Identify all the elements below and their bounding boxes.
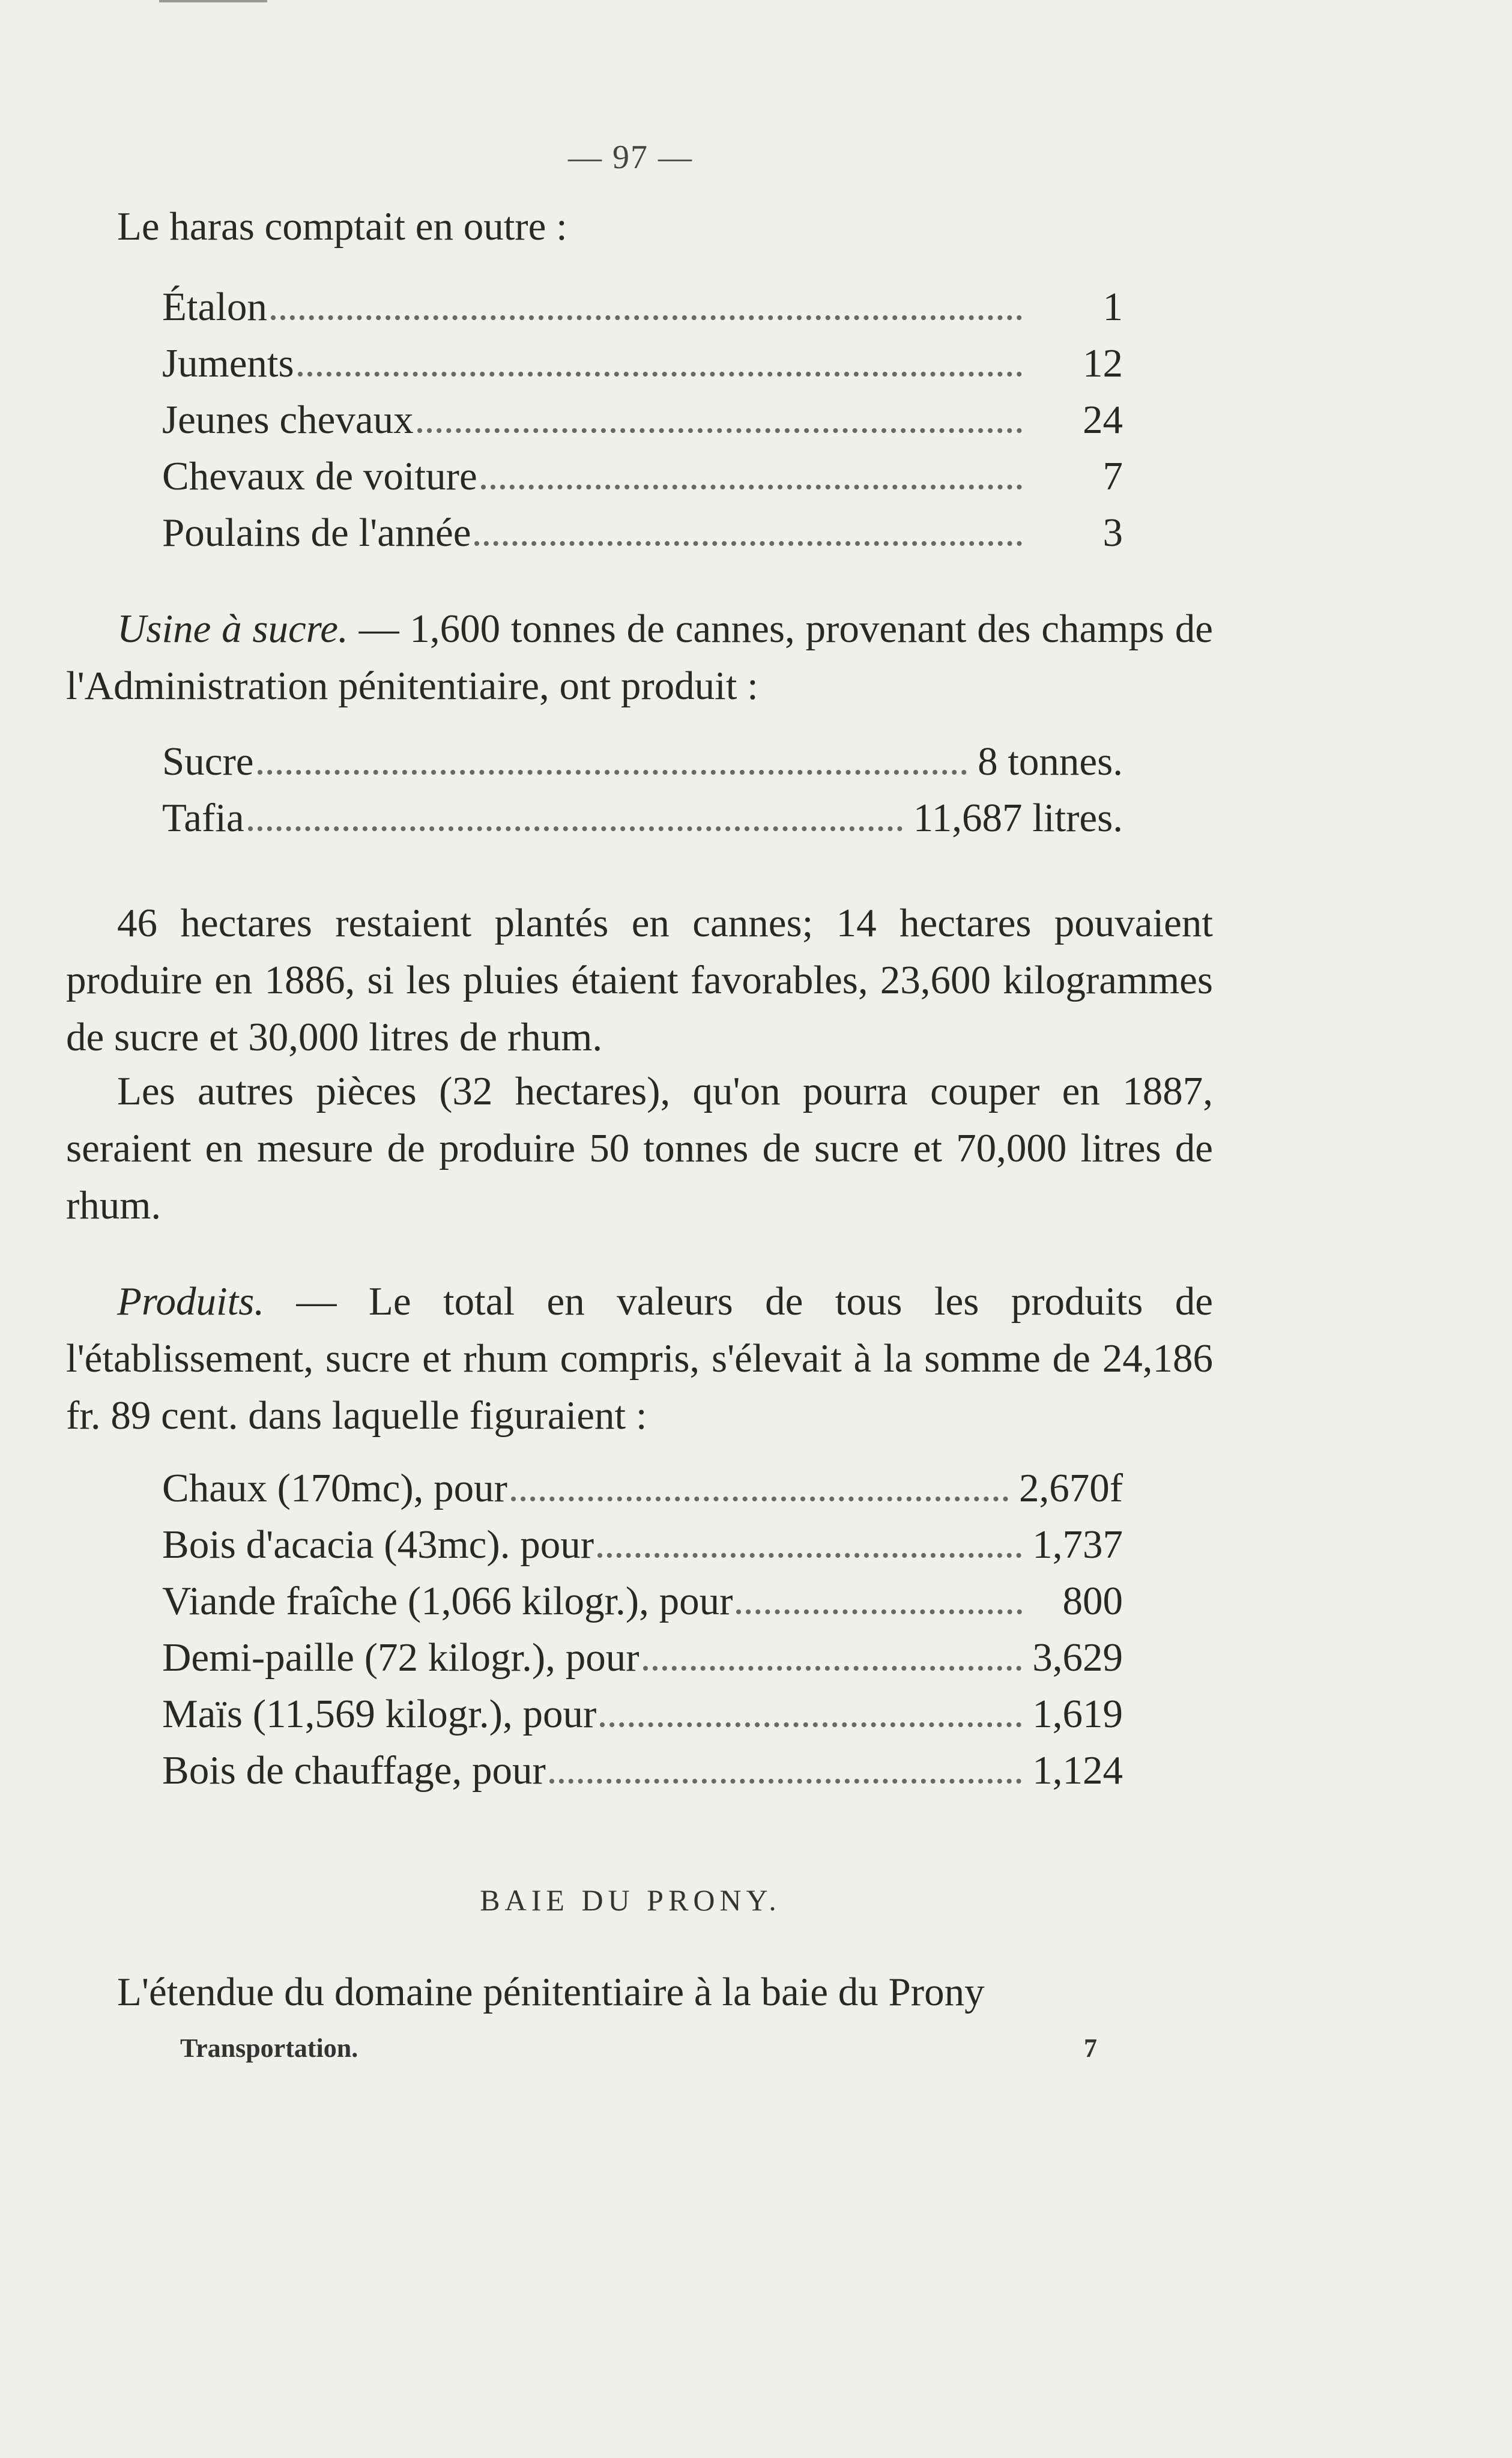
produits-list [162, 1465, 1123, 1804]
item-value: 1 [1102, 285, 1123, 329]
item-value: 24 [1083, 398, 1123, 442]
list-item [162, 453, 1123, 510]
produits-paragraph [66, 1273, 1213, 1444]
item-label: Bois d'acacia (43mc). pour [162, 1522, 594, 1567]
usine-lead: Usine à sucre. [117, 607, 348, 651]
item-value: 1,619 [1032, 1692, 1123, 1736]
footer-signature: Transportation. [180, 2033, 358, 2063]
item-value: 800 [1062, 1579, 1123, 1623]
closing-line: L'étendue du domaine pénitentiaire à la baie du Prony [117, 1970, 985, 2014]
item-label: Bois de chauffage, pour [162, 1748, 546, 1793]
dot-leader [643, 1666, 1022, 1671]
haras-list [162, 284, 1123, 566]
item-label: Étalon [162, 285, 267, 329]
item-label: Sucre [162, 739, 254, 784]
list-item [162, 397, 1123, 453]
item-value: 3 [1102, 510, 1123, 555]
item-value: 11,687 litres. [913, 796, 1123, 840]
item-value: 1,124 [1032, 1748, 1123, 1793]
list-item [162, 284, 1123, 341]
dot-leader [511, 1497, 1008, 1501]
item-label: Tafia [162, 796, 244, 840]
section-heading: BAIE DU PRONY. [480, 1883, 781, 1917]
dot-leader [474, 541, 1022, 546]
list-item [162, 1522, 1123, 1578]
list-item [162, 1465, 1123, 1522]
item-label: Juments [162, 341, 294, 386]
item-value: 7 [1102, 454, 1123, 498]
usine-text: — 1,600 tonnes de cannes, provenant des champs de l'Administration pénitentiaire, ont produit : [66, 607, 1213, 708]
top-rule [159, 0, 267, 2]
item-value: 3,629 [1032, 1635, 1123, 1680]
intro-line: Le haras comptait en outre : [117, 204, 567, 249]
usine-list [162, 739, 1123, 852]
item-value: 8 tonnes. [978, 739, 1123, 784]
dot-leader [736, 1609, 1022, 1614]
item-label: Chaux (170mc), pour [162, 1466, 507, 1510]
list-item [162, 1635, 1123, 1691]
dot-leader [298, 372, 1022, 377]
produits-text: — Le total en valeurs de tous les produits de l'établissement, sucre et rhum compris, s'élevait à la somme de 24,186 fr. 89 cent. dans laquelle figuraient : [66, 1279, 1213, 1438]
footer-sheet-number: 7 [1084, 2033, 1097, 2063]
dot-leader [417, 428, 1022, 433]
list-item [162, 1691, 1123, 1748]
item-value: 1,737 [1032, 1522, 1123, 1567]
dot-leader [271, 315, 1022, 320]
list-item [162, 1748, 1123, 1804]
item-label: Viande fraîche (1,066 kilogr.), pour [162, 1579, 733, 1623]
dot-leader [597, 1553, 1021, 1558]
item-value: 12 [1083, 341, 1123, 386]
list-item [162, 1578, 1123, 1635]
list-item [162, 795, 1123, 852]
produits-lead: Produits. [117, 1279, 265, 1324]
item-value: 2,670f [1018, 1466, 1123, 1510]
usine-paragraph [66, 601, 1213, 715]
dot-leader [549, 1779, 1021, 1784]
dot-leader [600, 1722, 1021, 1727]
dot-leader [258, 770, 967, 775]
item-label: Jeunes chevaux [162, 398, 414, 442]
list-item [162, 510, 1123, 566]
list-item [162, 739, 1123, 795]
item-label: Poulains de l'année [162, 510, 471, 555]
item-label: Chevaux de voiture [162, 454, 477, 498]
autres-paragraph: Les autres pièces (32 hectares), qu'on pourra couper en 1887, seraient en mesure de produire 50 tonnes de sucre et 70,000 litres de rhum. [66, 1069, 1213, 1227]
item-label: Maïs (11,569 kilogr.), pour [162, 1692, 597, 1736]
item-label: Demi-paille (72 kilogr.), pour [162, 1635, 640, 1680]
dot-leader [481, 485, 1022, 489]
dot-leader [248, 826, 903, 831]
hectares-paragraph: 46 hectares restaient plantés en cannes; 14 hectares pouvaient produire en 1886, si les pluies étaient favorables, 23,600 kilogrammes de sucre et 30,000 litres de rhum. [66, 901, 1213, 1059]
list-item [162, 341, 1123, 397]
page-number: — 97 — [568, 139, 693, 176]
